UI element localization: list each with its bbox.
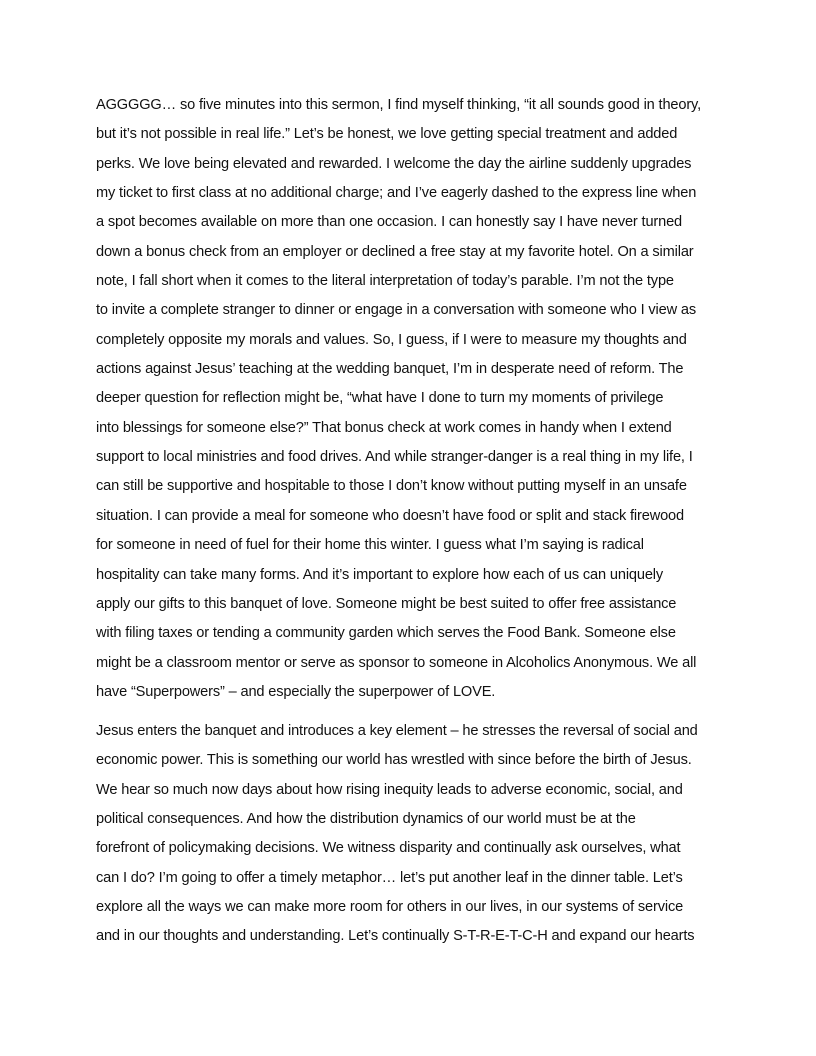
text-line: into blessings for someone else?” That bonus check at work comes in handy when I extend	[96, 419, 672, 436]
text-line: a spot becomes available on more than one occasion. I can honestly say I have never turned	[96, 214, 683, 231]
text-line: with filing taxes or tending a community garden which serves the Food Bank. Someone else	[96, 625, 676, 642]
text-line: down a bonus check from an employer or declined a free stay at my favorite hotel. On a similar	[96, 243, 694, 260]
text-line: to invite a complete stranger to dinner or engage in a conversation with someone who I view as	[96, 302, 696, 319]
text-line: political consequences. And how the distribution dynamics of our world must be at the	[96, 811, 636, 828]
text-line: but it’s not possible in real life.” Let’s be honest, we love getting special treatment and added	[96, 126, 678, 143]
text-line: AGGGGG… so five minutes into this sermon, I find myself thinking, “it all sounds good in theory,	[96, 97, 702, 113]
text-line: support to local ministries and food drives. And while stranger-danger is a real thing in my life, I	[96, 449, 693, 466]
text-line: situation. I can provide a meal for someone who doesn’t have food or split and stack firewood	[96, 507, 684, 524]
text-line: can I do? I’m going to offer a timely metaphor… let’s put another leaf in the dinner table. Let’s	[96, 869, 683, 886]
text-line: economic power. This is something our world has wrestled with since before the birth of Jesus.	[96, 752, 692, 769]
text-line: completely opposite my morals and values. So, I guess, if I were to measure my thoughts and	[96, 331, 687, 348]
text-line: explore all the ways we can make more room for others in our lives, in our systems of service	[96, 899, 684, 916]
text-line: hospitality can take many forms. And it’s important to explore how each of us can uniquely	[96, 566, 664, 583]
text-line: forefront of policymaking decisions. We witness disparity and continually ask ourselves, what	[96, 840, 681, 857]
text-line: can still be supportive and hospitable to those I don’t know without putting myself in an unsafe	[96, 478, 687, 495]
text-line: note, I fall short when it comes to the literal interpretation of today’s parable. I’m not the type	[96, 273, 674, 290]
text-line: have “Superpowers” – and especially the superpower of LOVE.	[96, 683, 496, 700]
paragraph-2	[96, 717, 736, 952]
text-line: might be a classroom mentor or serve as sponsor to someone in Alcoholics Anonymous. We all	[96, 654, 697, 671]
text-line: We hear so much now days about how rising inequity leads to adverse economic, social, and	[96, 781, 683, 798]
text-line: perks. We love being elevated and rewarded. I welcome the day the airline suddenly upgrades	[96, 155, 692, 172]
text-line: actions against Jesus’ teaching at the wedding banquet, I’m in desperate need of reform. The	[96, 361, 684, 378]
text-line: deeper question for reflection might be, “what have I done to turn my moments of privilege	[96, 390, 664, 407]
text-line: and in our thoughts and understanding. Let’s continually S-T-R-E-T-C-H and expand our hearts	[96, 928, 695, 945]
text-line: Jesus enters the banquet and introduces a key element – he stresses the reversal of social and	[96, 723, 698, 739]
text-line: apply our gifts to this banquet of love. Someone might be best suited to offer free assistance	[96, 595, 677, 612]
text-line: for someone in need of fuel for their home this winter. I guess what I’m saying is radical	[96, 537, 644, 554]
paragraph-1	[96, 91, 736, 707]
text-line: my ticket to first class at no additional charge; and I’ve eagerly dashed to the express line when	[96, 185, 697, 202]
